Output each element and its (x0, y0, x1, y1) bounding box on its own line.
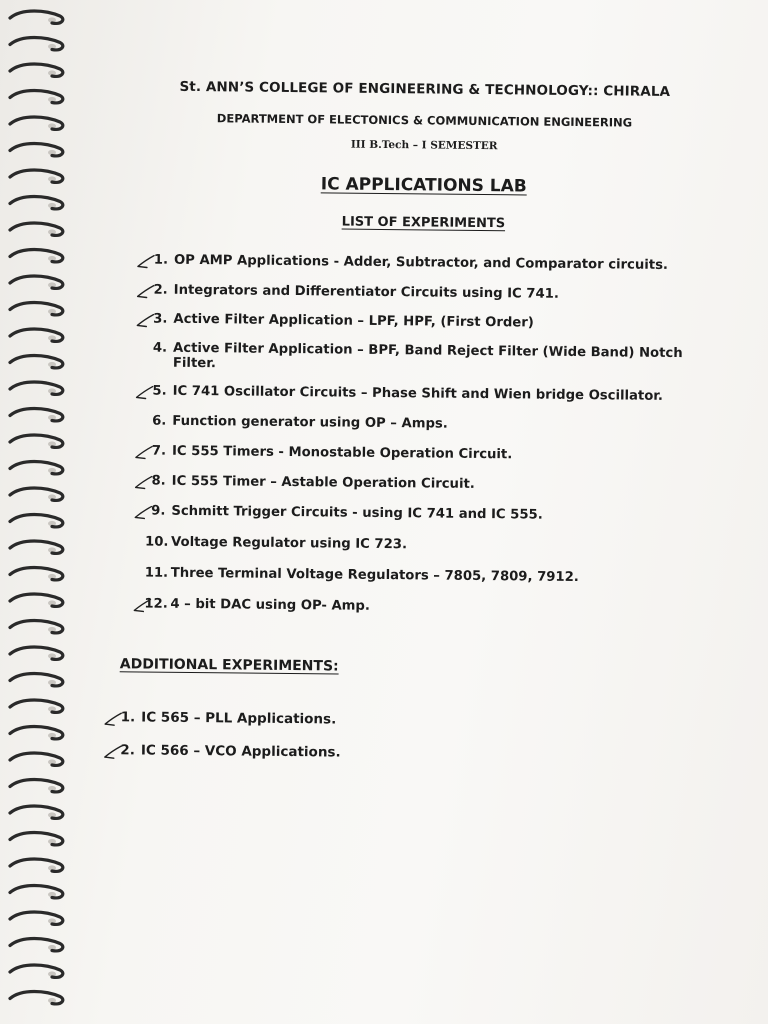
experiment-number: 7. (151, 443, 167, 459)
experiment-number: 5. (152, 383, 167, 399)
spiral-binding (0, 0, 90, 1024)
experiment-number: 9. (151, 503, 166, 519)
experiment-item (145, 565, 705, 586)
pen-tick-mark (132, 593, 168, 615)
experiment-number: 6. (152, 413, 167, 429)
department-name: DEPARTMENT OF ELECTONICS & COMMUNICATION ENGINEERING (216, 111, 633, 130)
list-title: LIST OF EXPERIMENTS (341, 214, 506, 232)
experiment-text: Three Terminal Voltage Regulators – 7805, 7809, 7912. (170, 565, 579, 586)
college-name: St. ANN’S COLLEGE OF ENGINEERING & TECHNOLOGY:: CHIRALA (179, 78, 671, 100)
experiment-sheet (92, 70, 750, 797)
pen-tick-mark (136, 249, 169, 271)
experiment-text: Voltage Regulator using IC 723. (170, 534, 408, 553)
experiment-number: 11. (144, 565, 169, 581)
experiment-number: 2. (120, 742, 135, 759)
pen-tick-mark (135, 380, 165, 402)
experiment-item (146, 474, 706, 495)
experiment-item (145, 534, 705, 555)
experiment-text: OP AMP Applications - Adder, Subtractor, and Comparator circuits. (173, 252, 669, 273)
experiment-text: IC 565 – PLL Applications. (141, 709, 337, 728)
experiment-text: IC 555 Timer – Astable Operation Circuit. (171, 473, 475, 492)
experiment-item (147, 384, 707, 405)
additional-title: ADDITIONAL EXPERIMENTS: (119, 656, 339, 675)
experiment-item (144, 596, 704, 617)
additional-item (115, 743, 515, 762)
experiment-number: 8. (151, 473, 166, 489)
experiment-item (148, 253, 708, 274)
experiment-text: Integrators and Differentiator Circuits using IC 741. (173, 282, 559, 302)
experiment-text: IC 555 Timers - Monostable Operation Circuit. (171, 443, 513, 463)
experiment-item (147, 312, 707, 333)
experiment-text: Active Filter Application – LPF, HPF, (First Order) (173, 311, 534, 331)
experiment-item (146, 444, 706, 465)
experiment-number: 12. (144, 596, 168, 612)
experiment-number: 4. (152, 340, 168, 356)
experiment-text: Function generator using OP – Amps. (172, 413, 448, 432)
experiment-number: 2. (153, 282, 168, 298)
lab-title: IC APPLICATIONS LAB (320, 174, 527, 197)
experiment-item (148, 283, 708, 304)
experiment-text: 4 – bit DAC using OP- Amp. (170, 596, 370, 614)
pen-tick-mark (103, 740, 133, 762)
experiment-text: IC 566 – VCO Applications. (140, 742, 341, 761)
experiment-number: 10. (144, 534, 169, 550)
additional-item (115, 710, 515, 729)
pen-tick-mark (134, 440, 167, 462)
pen-tick-mark (103, 707, 136, 729)
experiment-number: 3. (153, 311, 168, 327)
pen-tick-mark (134, 470, 164, 492)
pen-tick-mark (133, 500, 166, 522)
pen-tick-mark (136, 279, 166, 301)
experiment-number: 1. (153, 252, 169, 268)
experiment-text: Schmitt Trigger Circuits - using IC 741 and IC 555. (171, 503, 543, 523)
semester-label: III B.Tech – I SEMESTER (350, 138, 498, 153)
experiment-item (145, 503, 705, 524)
experiment-item (147, 341, 707, 377)
experiment-item (146, 414, 706, 435)
experiment-number: 1. (120, 709, 136, 726)
experiment-text: IC 741 Oscillator Circuits – Phase Shift and Wien bridge Oscillator. (172, 383, 664, 404)
pen-tick-mark (135, 308, 168, 330)
experiment-text: Active Filter Application – BPF, Band Reject Filter (Wide Band) Notch Filter. (172, 340, 683, 372)
